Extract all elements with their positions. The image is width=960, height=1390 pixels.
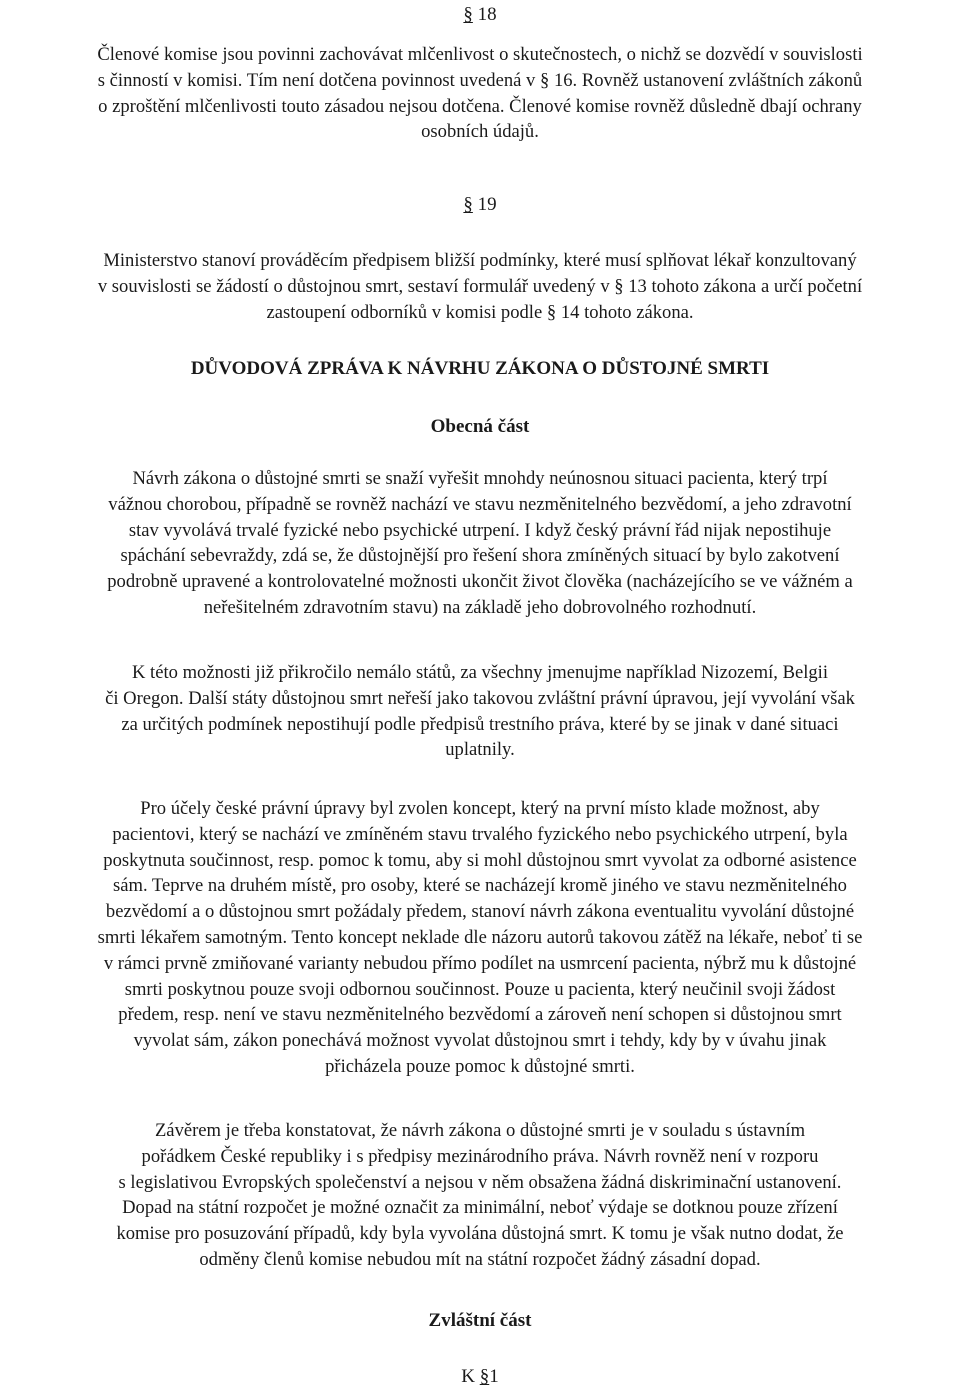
section-symbol: § [463, 194, 473, 215]
text-line: přicházela pouze pomoc k důstojné smrti. [325, 1055, 635, 1077]
section-symbol: § [463, 4, 473, 25]
text-line: s legislativou Evropských společenství a nejsou v něm obsažena žádná diskriminační ustanovení. [118, 1171, 842, 1193]
text-line: pořádkem České republiky i s předpisy mezinárodního práva. Návrh rovněž není v rozporu [141, 1145, 819, 1167]
section-19-paragraph [4, 248, 956, 325]
text-line: bezvědomí a o důstojnou smrt požádaly předem, stanoví návrh zákona eventualitu vyvolání důstojné [105, 901, 855, 923]
section-number: 18 [477, 4, 497, 25]
section-18-paragraph [4, 42, 956, 145]
general-paragraph-1 [4, 466, 956, 621]
general-paragraph-3 [4, 796, 956, 1080]
text-line: v rámci prvně zmiňované varianty nebudou přímo podílet na usmrcení pacienta, nýbrž mu k důstojné [103, 952, 857, 974]
text-line: smrti poskytnou pouze svoji odbornou součinnost. Pouze u pacienta, který neučinil svoji žádost [124, 978, 836, 1000]
text-line: odměny členů komise nebudou mít na státní rozpočet žádný zásadní dopad. [199, 1248, 761, 1270]
text-line: či Oregon. Další státy důstojnou smrt neřeší jako takovou zvláštní právní úpravou, její vyvolání však [105, 687, 855, 709]
main-heading: DŮVODOVÁ ZPRÁVA K NÁVRHU ZÁKONA O DŮSTOJNÉ SMRTI [190, 358, 770, 379]
text-line: s činností v komisi. Tím není dotčena povinnost uvedená v § 16. Rovněž ustanovení zvláštních zákonů [97, 69, 863, 91]
text-line: v souvislosti se žádostí o důstojnou smrt, sestaví formulář uvedený v § 13 tohoto zákona a určí početní [97, 275, 863, 297]
text-line: spáchání sebevraždy, zdá se, že důstojnější pro řešení shora zmíněných situací by bylo zakotvení [120, 545, 840, 567]
general-paragraph-4 [4, 1118, 956, 1273]
section-number: 19 [477, 194, 497, 215]
text-line: zastoupení odborníků v komisi podle § 14 tohoto zákona. [266, 301, 694, 323]
text-line: K této možnosti již přikročilo nemálo států, za všechny jmenujme například Nizozemí, Belgii [131, 662, 829, 683]
text-line: vyvolat sám, zákon ponechává možnost vyvolat důstojnou smrt i tehdy, kdy by v úvahu jinak [133, 1030, 827, 1052]
text-line: o zproštění mlčenlivosti touto zásadou nejsou dotčena. Členové komise rovněž důsledně dbají ochrany [98, 95, 862, 117]
text-line: neřešitelném zdravotním stavu) na základě jeho dobrovolného rozhodnutí. [203, 596, 757, 618]
text-line: za určitých podmínek nepostihují podle předpisů trestního práva, které by se jinak v dané situaci [121, 713, 839, 735]
text-line: sám. Teprve na druhém místě, pro osoby, které se nacházejí kromě jiného ve stavu nezměnitelného [113, 875, 847, 897]
k-section-1-heading [0, 1364, 960, 1390]
text-line: Návrh zákona o důstojné smrti se snaží vyřešit mnohdy neúnosnou situaci pacienta, který trpí [132, 468, 828, 489]
text-line: osobních údajů. [421, 121, 539, 143]
general-part-heading: Obecná část [430, 416, 530, 437]
special-part-heading: Zvláštní část [428, 1310, 532, 1331]
section-18-heading [0, 2, 960, 28]
text-line: Dopad na státní rozpočet je možné označit za minimální, neboť výdaje se dotknou pouze zřízení [122, 1197, 838, 1219]
section-symbol: § [479, 1366, 490, 1387]
section-19-heading [0, 192, 960, 218]
text-line: uplatnily. [445, 739, 515, 761]
text-line: Ministerstvo stanoví prováděcím předpisem bližší podmínky, které musí splňovat lékař konzultovaný [103, 250, 857, 271]
text-line: předem, resp. není ve stavu nezměnitelného bezvědomí a zároveň není schopen si důstojnou smrt [118, 1004, 842, 1026]
text-line: Závěrem je třeba konstatovat, že návrh zákona o důstojné smrti je v souladu s ústavním [154, 1120, 806, 1141]
text-line: smrti lékařem samotným. Tento koncept neklade dle názoru autorů takovou zátěž na lékaře, neboť ti se [97, 926, 863, 948]
text-line: vážnou chorobou, případně se rovněž nachází ve stavu nezměnitelného bezvědomí, a jeho zdravotní [108, 493, 852, 515]
text-line: komise pro posuzování případů, kdy byla vyvolána důstojná smrt. K tomu je však nutno dodat, že [116, 1223, 844, 1245]
text-line: poskytnuta součinnost, resp. pomoc k tomu, aby si mohl důstojnou smrt vyvolat za odborné asistence [103, 849, 857, 871]
k-prefix: K [461, 1366, 475, 1387]
text-line: Členové komise jsou povinni zachovávat mlčenlivost o skutečnostech, o nichž se dozvědí v souvislosti [97, 44, 863, 65]
text-line: stav vyvolává trvalé fyzické nebo psychické utrpení. I když český právní řád nijak nepostihuje [128, 519, 832, 541]
general-paragraph-2 [4, 660, 956, 763]
text-line: Pro účely české právní úpravy byl zvolen koncept, který na první místo klade možnost, aby [140, 798, 820, 819]
text-line: podrobně upravené a kontrolovatelné možnosti ukončit život člověka (nacházejícího se ve vážném a [107, 571, 853, 593]
text-line: pacientovi, který se nachází ve zmíněném stavu trvalého fyzického nebo psychického utrpení, byla [112, 823, 848, 845]
section-number: 1 [489, 1366, 499, 1387]
